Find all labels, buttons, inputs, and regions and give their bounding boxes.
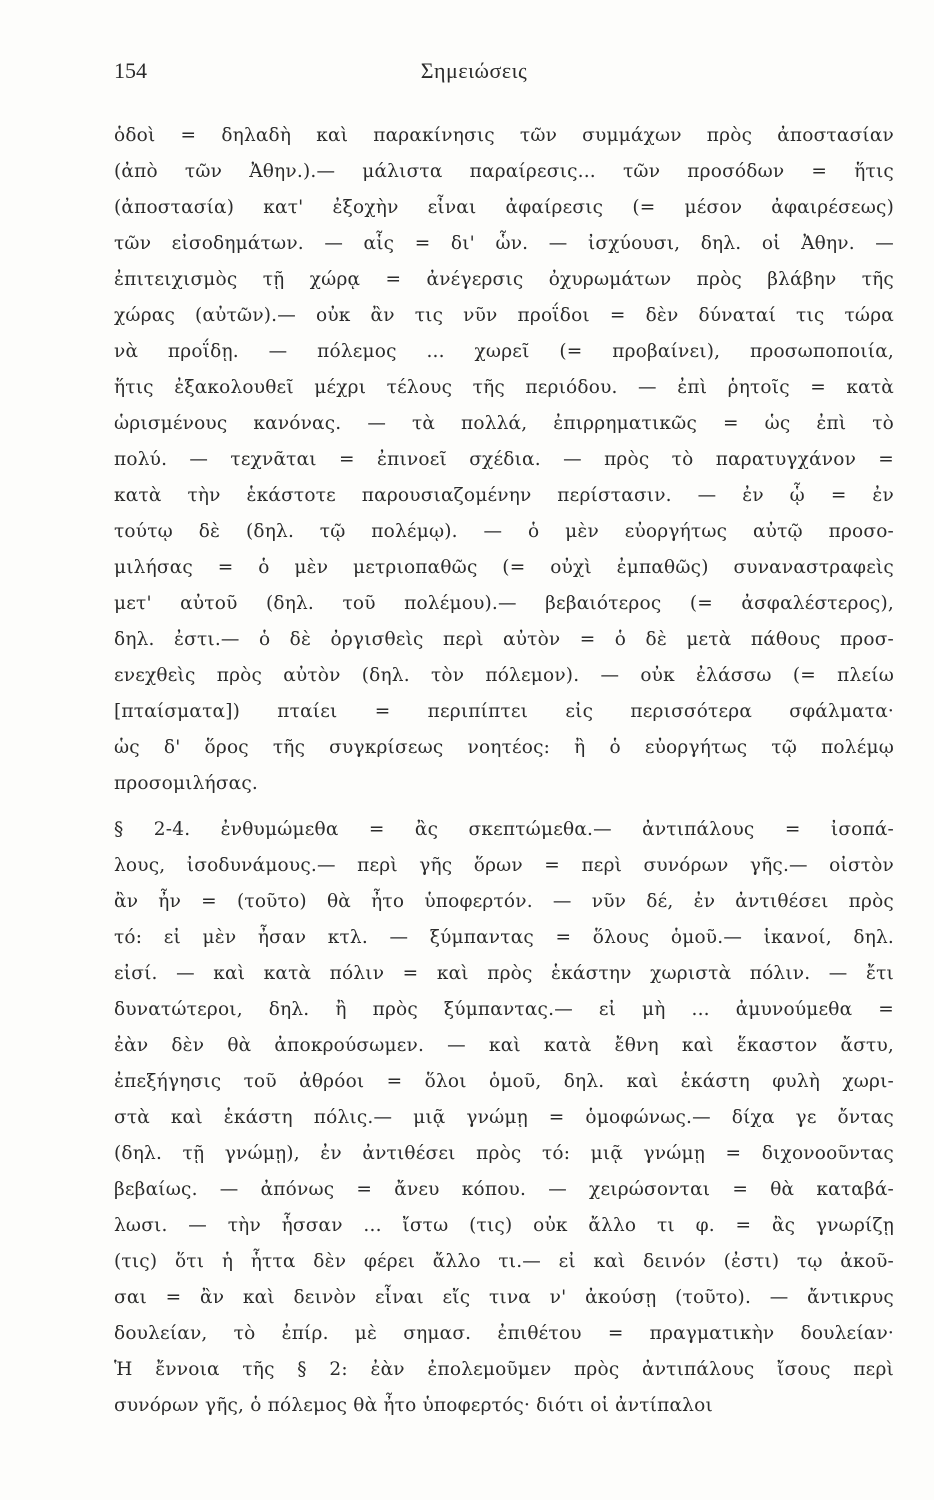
text-line: § 2-4. ἐνθυμώμεθα = ἂς σκεπτώμεθα.— ἀντιπάλους = ἰσοπά-	[114, 819, 894, 840]
text-line: ἐπιτειχισμὸς τῇ χώρᾳ = ἀνέγερσις ὀχυρωμάτων πρὸς βλάβην τῆς	[114, 269, 894, 290]
text-line: τό: εἰ μὲν ἦσαν κτλ. — ξύμπαντας = ὅλους ὁμοῦ.— ἱκανοί, δηλ.	[114, 927, 894, 948]
text-line: βεβαίως. — ἀπόνως = ἄνευ κόπου. — χειρώσονται = θὰ καταβά-	[114, 1179, 894, 1200]
text-line: μετ' αὐτοῦ (δηλ. τοῦ πολέμου).— βεβαιότερος (= ἀσφαλέστερος),	[114, 593, 894, 614]
running-title: Σημειώσεις	[420, 58, 528, 83]
text-line: ὁδοὶ = δηλαδὴ καὶ παρακίνησις τῶν συμμάχων πρὸς ἀποστασίαν	[114, 125, 894, 146]
paragraph-notes-2	[114, 812, 894, 1424]
text-line: λους, ἰσοδυνάμους.— περὶ γῆς ὅρων = περὶ συνόρων γῆς.— οἰστὸν	[114, 855, 894, 876]
text-line: ἥτις ἐξακολουθεῖ μέχρι τέλους τῆς περιόδου. — ἐπὶ ῥητοῖς = κατὰ	[114, 377, 894, 398]
body-text	[114, 118, 894, 1424]
text-line: χώρας (αὐτῶν).— οὐκ ἂν τις νῦν προΐδοι = δὲν δύναταί τις τώρα	[114, 305, 894, 326]
text-line: ἂν ἦν = (τοῦτο) θὰ ἦτο ὑποφερτόν. — νῦν δέ, ἐν ἀντιθέσει πρὸς	[114, 891, 894, 912]
text-line: δηλ. ἐστι.— ὁ δὲ ὀργισθεὶς περὶ αὐτὸν = ὁ δὲ μετὰ πάθους προσ-	[114, 629, 894, 650]
text-line: τούτῳ δὲ (δηλ. τῷ πολέμῳ). — ὁ μὲν εὐοργήτως αὐτῷ προσο-	[114, 521, 894, 542]
text-line: δυνατώτεροι, δηλ. ἢ πρὸς ξύμπαντας.— εἰ μὴ ... ἀμυνούμεθα =	[114, 999, 894, 1020]
text-line: ἐὰν δὲν θὰ ἀποκρούσωμεν. — καὶ κατὰ ἔθνη καὶ ἕκαστον ἄστυ,	[114, 1035, 894, 1056]
text-line: δουλείαν, τὸ ἐπίρ. μὲ σημασ. ἐπιθέτου = πραγματικὴν δουλείαν·	[114, 1323, 894, 1344]
text-line: πολύ. — τεχνᾶται = ἐπινοεῖ σχέδια. — πρὸς τὸ παρατυγχάνον =	[114, 449, 894, 470]
text-line: Ἡ ἔννοια τῆς § 2: ἐὰν ἐπολεμοῦμεν πρὸς ἀντιπάλους ἴσους περὶ	[114, 1359, 894, 1380]
text-line: σαι = ἂν καὶ δεινὸν εἶναι εἴς τινα ν' ἀκούσῃ (τοῦτο). — ἄντικρυς	[114, 1287, 894, 1308]
text-line: τῶν εἰσοδημάτων. — αἷς = δι' ὧν. — ἰσχύουσι, δηλ. οἱ Ἀθην. —	[114, 233, 894, 254]
text-line: λωσι. — τὴν ἧσσαν ... ἴστω (τις) οὐκ ἄλλο τι φ. = ἂς γνωρίζῃ	[114, 1215, 894, 1236]
page-number: 154	[114, 58, 147, 83]
text-line: ἐπεξήγησις τοῦ ἀθρόοι = ὅλοι ὁμοῦ, δηλ. καὶ ἑκάστη φυλὴ χωρι-	[114, 1071, 894, 1092]
text-line: στὰ καὶ ἑκάστη πόλις.— μιᾷ γνώμῃ = ὁμοφώνως.— δίχα γε ὄντας	[114, 1107, 894, 1128]
text-line: συνόρων γῆς, ὁ πόλεμος θὰ ἦτο ὑποφερτός· διότι οἱ ἀντίπαλοι	[114, 1395, 713, 1416]
text-line: προσομιλήσας.	[114, 773, 258, 794]
text-line: ὡρισμένους κανόνας. — τὰ πολλά, ἐπιρρηματικῶς = ὡς ἐπὶ τὸ	[114, 413, 894, 434]
text-line: εἰσί. — καὶ κατὰ πόλιν = καὶ πρὸς ἑκάστην χωριστὰ πόλιν. — ἔτι	[114, 963, 894, 984]
page-header	[114, 58, 834, 90]
text-line: νὰ προΐδῃ. — πόλεμος ... χωρεῖ (= προβαίνει), προσωποποιία,	[114, 341, 894, 362]
text-line: ὡς δ' ὅρος τῆς συγκρίσεως νοητέος: ἢ ὁ εὐοργήτως τῷ πολέμῳ	[114, 737, 894, 758]
text-line: κατὰ τὴν ἑκάστοτε παρουσιαζομένην περίστασιν. — ἐν ᾧ = ἐν	[114, 485, 894, 506]
text-line: ενεχθεὶς πρὸς αὐτὸν (δηλ. τὸν πόλεμον). — οὐκ ἐλάσσω (= πλείω	[114, 665, 894, 686]
paragraph-gap	[114, 802, 894, 812]
text-line: (δηλ. τῇ γνώμῃ), ἐν ἀντιθέσει πρὸς τό: μιᾷ γνώμῃ = διχονοοῦντας	[114, 1143, 894, 1164]
paragraph-notes-1	[114, 118, 894, 802]
text-line: [πταίσματα]) πταίει = περιπίπτει εἰς περισσότερα σφάλματα·	[114, 701, 894, 722]
text-line: (ἀποστασία) κατ' ἐξοχὴν εἶναι ἀφαίρεσις (= μέσον ἀφαιρέσεως)	[114, 197, 894, 218]
text-line: (τις) ὅτι ἡ ἧττα δὲν φέρει ἄλλο τι.— εἰ καὶ δεινόν (ἐστι) τῳ ἀκοῦ-	[114, 1251, 894, 1272]
text-line: (ἀπὸ τῶν Ἀθην.).— μάλιστα παραίρεσις... τῶν προσόδων = ἥτις	[114, 161, 894, 182]
text-line: μιλήσας = ὁ μὲν μετριοπαθῶς (= οὐχὶ ἐμπαθῶς) συναναστραφεὶς	[114, 557, 894, 578]
